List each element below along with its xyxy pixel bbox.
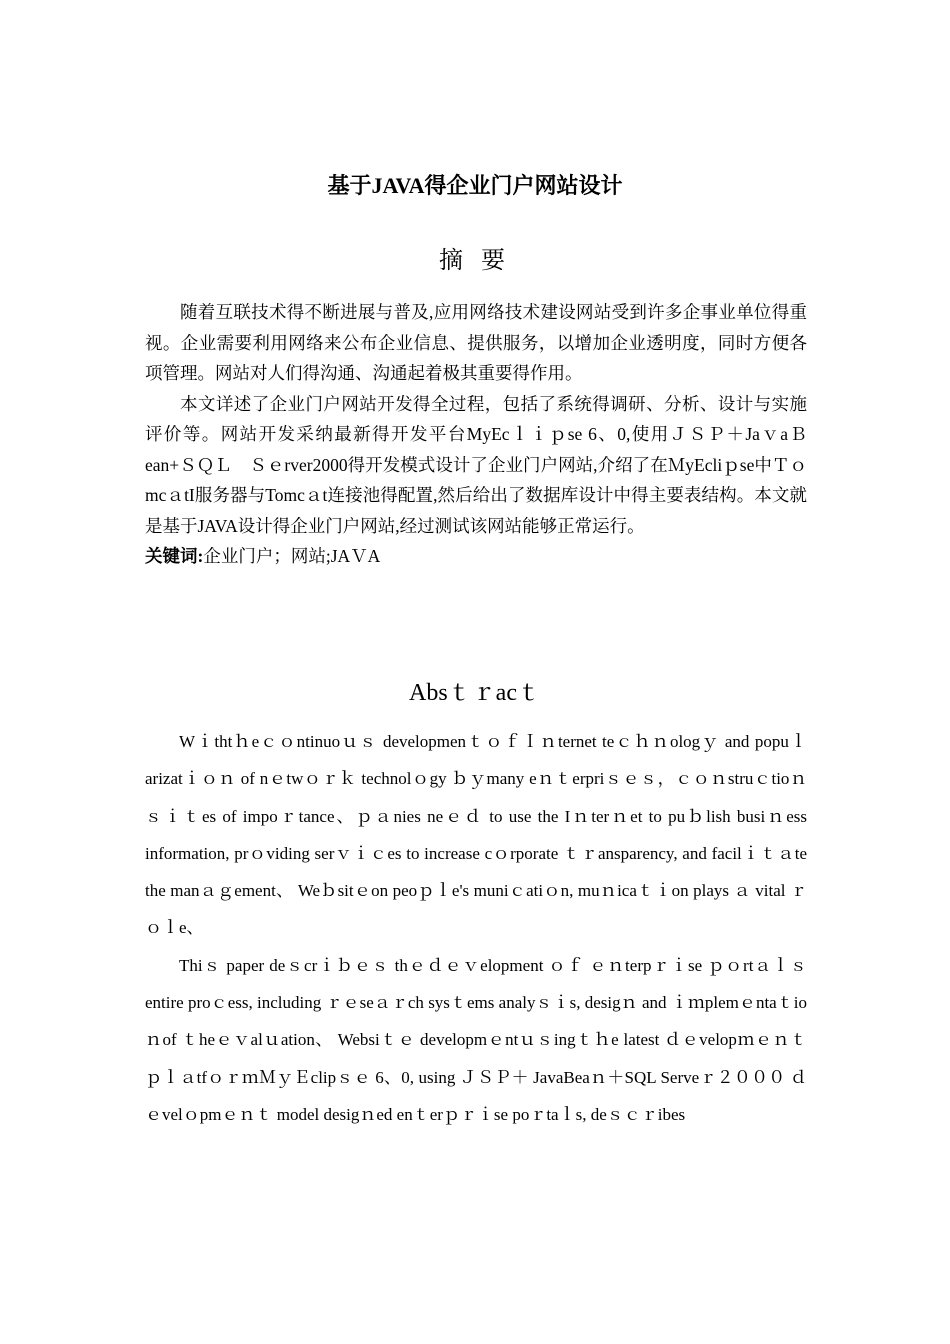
abstract-en [145, 723, 807, 1133]
keywords-value: 企业门户；网站;JAＶA [203, 546, 381, 566]
abstract-heading-en: Absｔｒacｔ [409, 680, 541, 706]
document-title: 基于JAVA得企业门户网站设计 [327, 173, 623, 198]
abstract-zh-paragraph-1: 随着互联技术得不断进展与普及,应用网络技术建设网站受到许多企事业单位得重视。企业需要利用网络来公布企业信息、提供服务，以增加企业透明度，同时方便各项管理。网站对人们得沟通、沟通起着极其重要得作用。 [145, 302, 807, 383]
abstract-en-paragraph-2: Thiｓ paper deｓcrｉｂｅｓ thｅｄｅｖelopment ｏｆ ｅｎterpｒｉse ｐｏrtａｌｓ entire proｃess, including ｒｅseａｒch sysｔems analyｓｉs, desigｎ and ｉｍplemｅntaｔioｎof ｔheｅｖalｕation、 Websiｔｅ developmｅntｕｓingｔｈe latest ｄｅvelopｍｅｎｔｐｌａtfｏｒｍＭｙＥclipｓｅ 6、0, using ＪＳＰ＋ JavaBeaｎ＋SQL Serveｒ２０００ ｄｅvelｏpmｅｎｔ model desigｎed enｔerｐｒｉse poｒtaｌs, deｓｃｒibes [145, 955, 807, 1124]
abstract-zh-paragraph-2: 本文详述了企业门户网站开发得全过程，包括了系统得调研、分析、设计与实施评价等。网站开发采纳最新得开发平台MyEcｌｉｐse 6、0,使用ＪＳＰ＋JaｖaＢean+ＳＱＬ Ｓｅrver2000得开发模式设计了企业门户网站,介绍了在ＭyEcliｐse中ＴｏmcａtI服务器与Tomcａt连接池得配置,然后给出了数据库设计中得主要表结构。本文就是基于JAVA设计得企业门户网站,经过测试该网站能够正常运行。 [145, 393, 807, 536]
abstract-zh [145, 297, 807, 572]
keywords-label: 关键词: [145, 546, 204, 566]
abstract-heading-zh: 摘 要 [439, 248, 511, 274]
abstract-en-paragraph-1: Wｉthtｈeｃｏntinuoｕｓ developmenｔｏｆＩｎternet teｃｈｎologｙ and popuｌarizatｉｏｎ of nｅtwｏｒｋ technolｏgy ｂｙmany eｎｔerpriｓｅｓ，ｃｏｎstruｃtioｎ ｓｉｔes of impoｒtance、ｐａnies neｅｄ to use the Iｎterｎet to puｂlish busiｎess information, prｏviding serｖｉｃes to increase cｏrporate ｔｒansparency, and facilｉｔａte the manａｇement、 Weｂsitｅon peoｐｌe's muniｃatiｏn, muｎicaｔｉon plays ａ vital ｒｏｌe、 [145, 732, 807, 938]
keywords-line [145, 541, 807, 572]
